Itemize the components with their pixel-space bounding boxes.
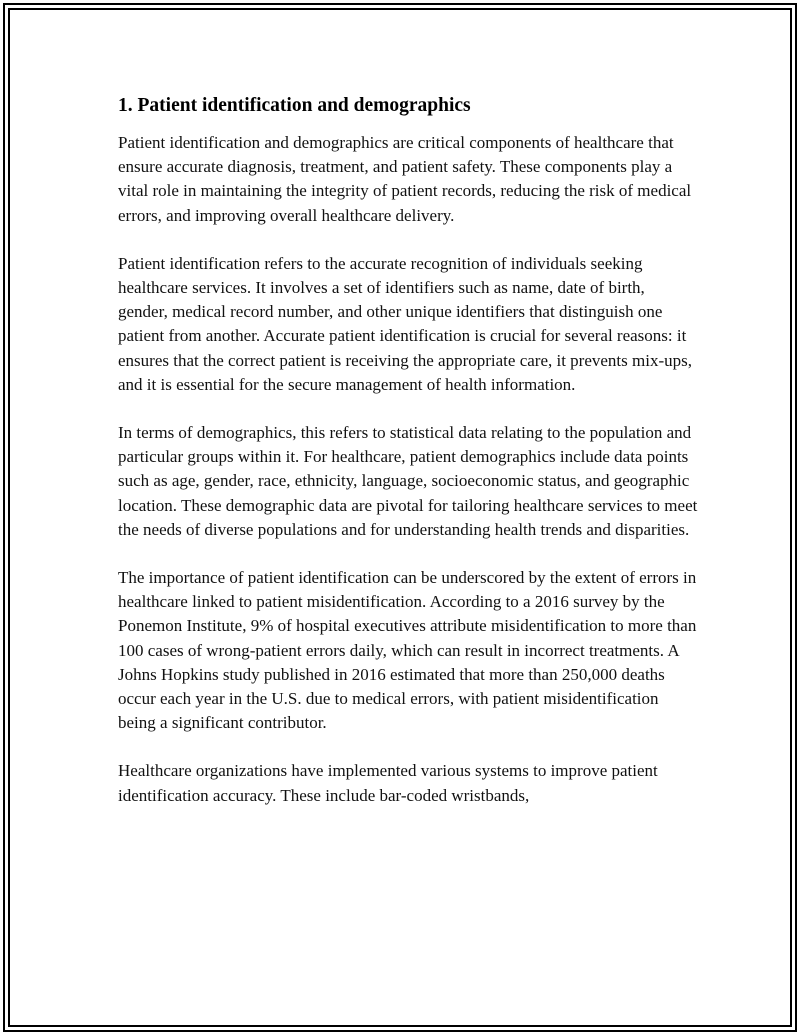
paragraph-demographics: In terms of demographics, this refers to statistical data relating to the population and particular groups within it. For healthcare, patient demographics include data points such as age, gender, race, ethnicity, language, socioeconomic status, and geographic location. These demographic data are pivotal for tailoring healthcare services to meet the needs of diverse populations and for understanding health trends and disparities. [118,423,698,539]
document-body [118,93,698,832]
paragraph-patient-identification: Patient identification refers to the accurate recognition of individuals seeking healthcare services. It involves a set of identifiers such as name, date of birth, gender, medical record number, and other unique identifiers that distinguish one patient from another. Accurate patient identification is crucial for several reasons: it ensures that the correct patient is receiving the appropriate care, it prevents mix-ups, and it is essential for the secure management of health information. [118,253,692,394]
paragraph-identification-systems: Healthcare organizations have implemented various systems to improve patient identification accuracy. These include bar-coded wristbands, [118,761,658,805]
section-heading: 1. Patient identification and demographics [118,95,471,116]
paragraph-misidentification-errors: The importance of patient identification can be underscored by the extent of errors in healthcare linked to patient misidentification. According to a 2016 survey by the Ponemon Institute, 9% of hospital executives attribute misidentification to more than 100 cases of wrong-patient errors daily, which can result in incorrect treatments. A Johns Hopkins study published in 2016 estimated that more than 250,000 deaths occur each year in the U.S. due to medical errors, with patient misidentification being a significant contributor. [118,568,697,733]
paragraph-intro: Patient identification and demographics are critical components of healthcare that ensure accurate diagnosis, treatment, and patient safety. These components play a vital role in maintaining the integrity of patient records, reducing the risk of medical errors, and improving overall healthcare delivery. [118,133,692,225]
